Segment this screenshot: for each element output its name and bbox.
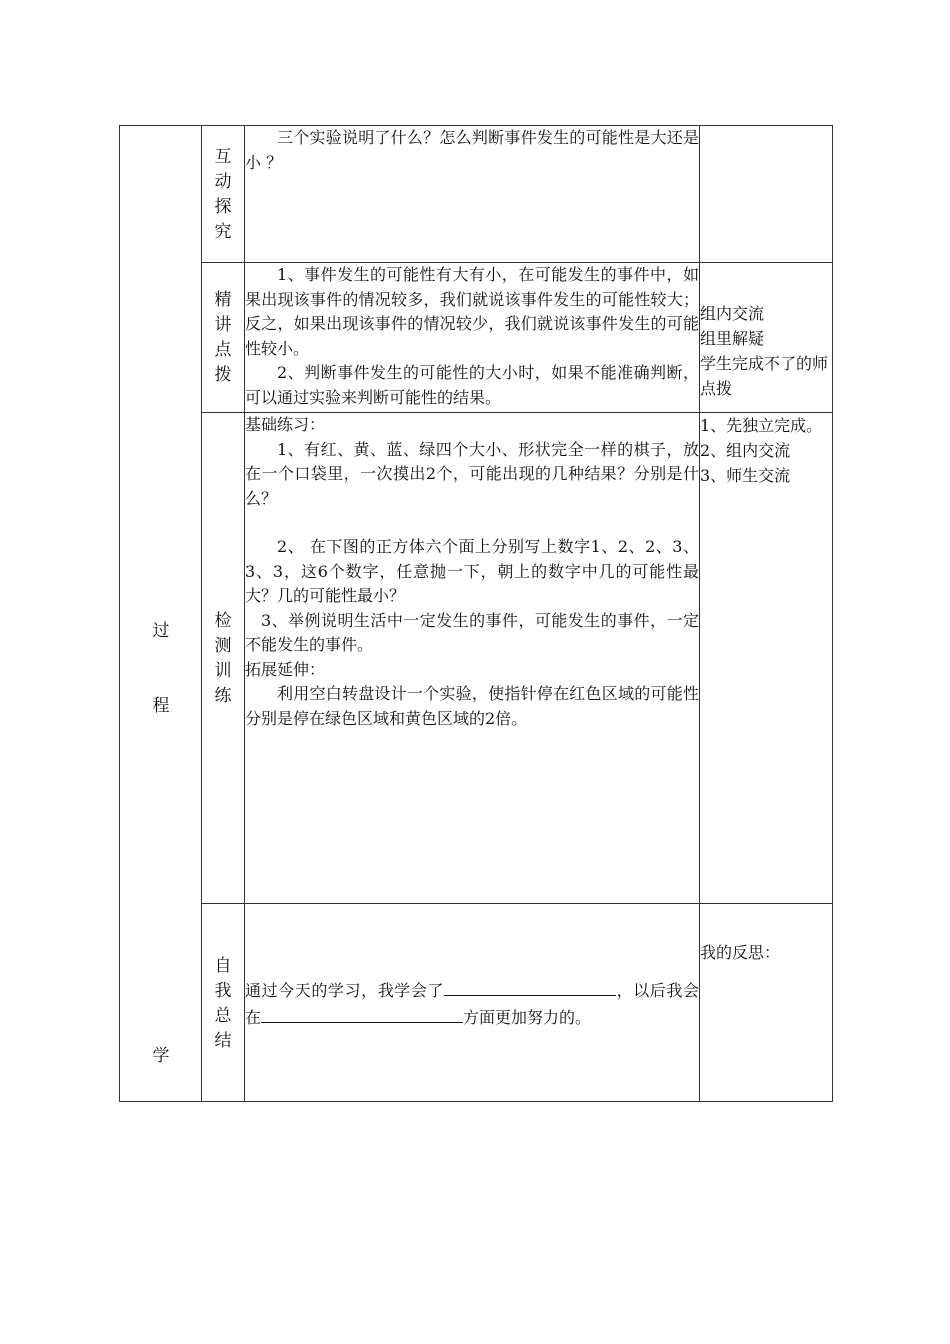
section-label-inquiry: 互 动 探 究 bbox=[202, 126, 245, 263]
process-char-3: 学 bbox=[152, 1046, 170, 1066]
explanation-point-2: 2、判断事件发生的可能性的大小时，如果不能准确判断，可以通过实验来判断可能性的结果。 bbox=[245, 363, 699, 407]
row-key-explanation bbox=[120, 263, 833, 413]
practice-question-1: 1、有红、黄、蓝、绿四个大小、形状完全一样的棋子，放在一个口袋里，一次摸出2个，可能出现的几种结果？分别是什么？ bbox=[245, 439, 699, 508]
explanation-notes: 组内交流 组里解疑 学生完成不了的师点拨 bbox=[700, 263, 833, 413]
inquiry-notes bbox=[700, 126, 833, 263]
lesson-plan-table bbox=[119, 125, 833, 1102]
practice-question-3: 3、举例说明生活中一定发生的事件，可能发生的事件，一定不能发生的事件。 bbox=[245, 610, 699, 654]
process-char-2: 程 bbox=[152, 696, 170, 716]
section-label-practice: 检 测 训 练 bbox=[202, 413, 245, 904]
practice-content bbox=[245, 413, 700, 904]
basic-practice-heading: 基础练习： bbox=[245, 415, 326, 434]
process-column bbox=[120, 126, 202, 1102]
practice-question-2: 2、 在下图的正方体六个面上分别写上数字1、2、2、3、3、3，这6个数字，任意抛一下，朝上的数字中几的可能性最大？几的可能性最小？ bbox=[245, 537, 699, 605]
inquiry-content bbox=[245, 126, 700, 263]
section-label-summary: 自 我 总 结 bbox=[202, 904, 245, 1102]
explanation-point-1: 1、事件发生的可能性有大有小，在可能发生的事件中，如果出现该事件的情况较多，我们就说该事件发生的可能性较大；反之，如果出现该事件的情况较少，我们就说该事件发生的可能性较小。 bbox=[245, 265, 699, 358]
explanation-content bbox=[245, 263, 700, 413]
effort-blank[interactable] bbox=[261, 1004, 463, 1023]
reflection-label: 我的反思： bbox=[700, 943, 781, 962]
row-self-summary bbox=[120, 904, 833, 1102]
inquiry-question: 三个实验说明了什么？怎么判断事件发生的可能性是大还是小 ？ bbox=[245, 128, 699, 172]
extension-question: 利用空白转盘设计一个实验，使指针停在红色区域的可能性分别是停在绿色区域和黄色区域的2倍。 bbox=[245, 684, 699, 728]
process-char-1: 过 bbox=[152, 621, 170, 641]
row-practice-test bbox=[120, 413, 833, 904]
extension-heading: 拓展延伸： bbox=[245, 659, 326, 679]
practice-notes: 1、先独立完成。 2、组内交流 3、师生交流 bbox=[700, 413, 833, 904]
reflection-cell bbox=[700, 904, 833, 1102]
section-label-explanation: 精 讲 点 拨 bbox=[202, 263, 245, 413]
summary-content bbox=[245, 904, 700, 1102]
summary-sentence: 通过今天的学习，我学会了 ，以后我会在 方面更加努力的。 bbox=[245, 904, 699, 1031]
learned-blank[interactable] bbox=[444, 977, 616, 996]
row-interactive-inquiry bbox=[120, 126, 833, 263]
